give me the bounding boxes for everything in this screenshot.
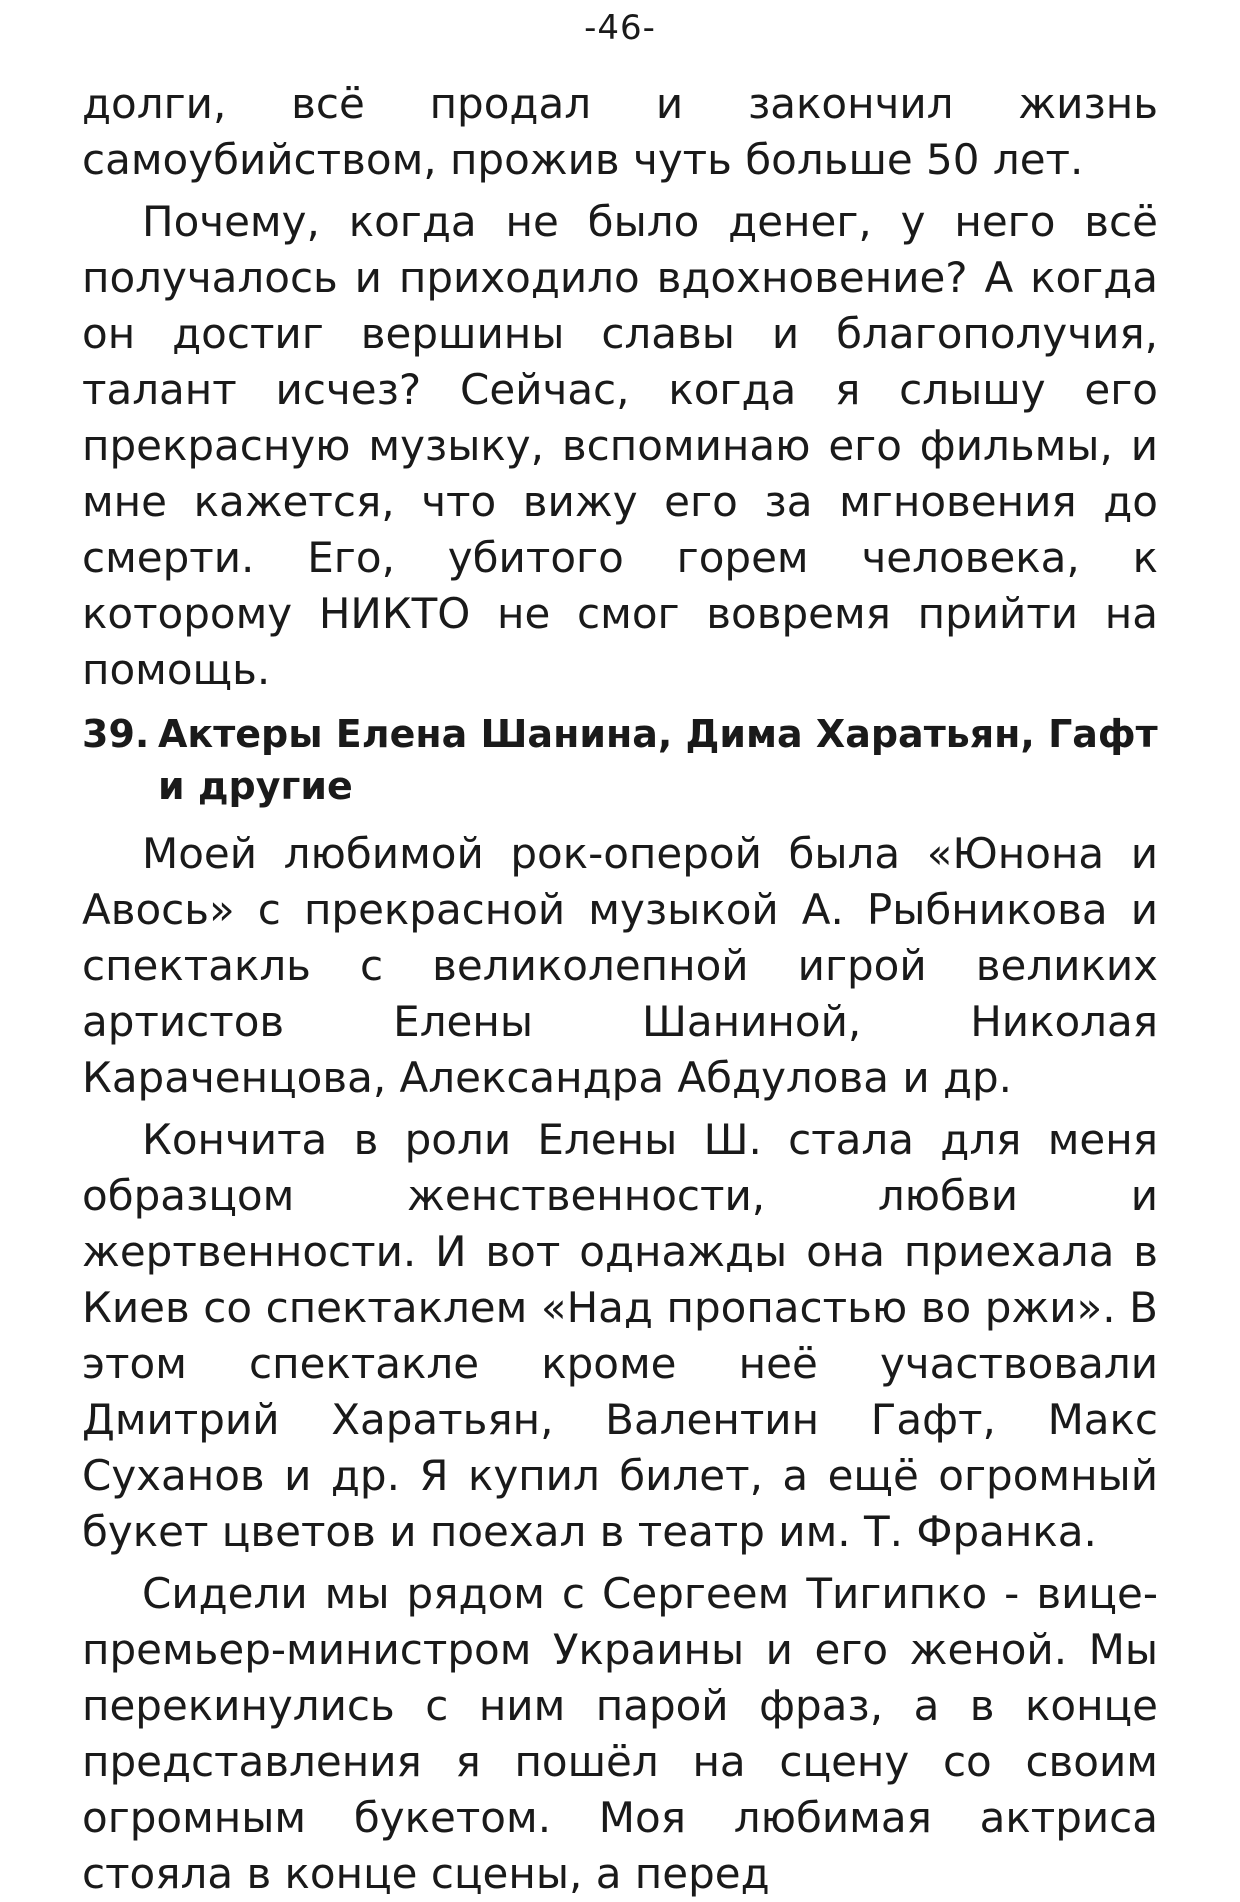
paragraph: Почему, когда не было денег, у него всё получалось и приходило вдохновение? А когда он достиг вершины славы и благополучия, талант исчез? Сейчас, когда я слышу его прекрасную музыку, вспоминаю его фильмы, и мне кажется, что вижу его за мгновения до смерти. Его, убитого горем человека, к которому НИКТО не смог вовремя прийти на помощь. xyxy=(82,197,1158,694)
paragraph: Кончита в роли Елены Ш. стала для меня образцом женственности, любви и жертвенности. И вот однажды она приехала в Киев со спектаклем «Над пропастью во ржи». В этом спектакле кроме неё участвовали Дмитрий Харатьян, Валентин Гафт, Макс Суханов и др. Я купил билет, а ещё огромный букет цветов и поехал в театр им. Т. Франка. xyxy=(82,1115,1158,1556)
section-title: Актеры Елена Шанина, Дима Харатьян, Гафт и другие xyxy=(158,712,1158,808)
book-page xyxy=(82,0,1158,1902)
paragraph-continuation: долги, всё продал и закончил жизнь самоубийством, прожив чуть больше 50 лет. xyxy=(82,79,1158,184)
paragraph: Моей любимой рок-оперой была «Юнона и Авось» с прекрасной музыкой А. Рыбникова и спектакль с великолепной игрой великих артистов Елены Шаниной, Николая Караченцова, Александра Абдулова и др. xyxy=(82,829,1158,1102)
section-heading xyxy=(82,708,1158,812)
section-number: 39. xyxy=(82,712,150,756)
paragraph: Сидели мы рядом с Сергеем Тигипко - вице-премьер-министром Украины и его женой. Мы перекинулись с ним парой фраз, а в конце представления я пошёл на сцену со своим огромным букетом. Моя любимая актриса стояла в конце сцены, а перед xyxy=(82,1569,1158,1898)
page-number: -46- xyxy=(584,8,656,48)
